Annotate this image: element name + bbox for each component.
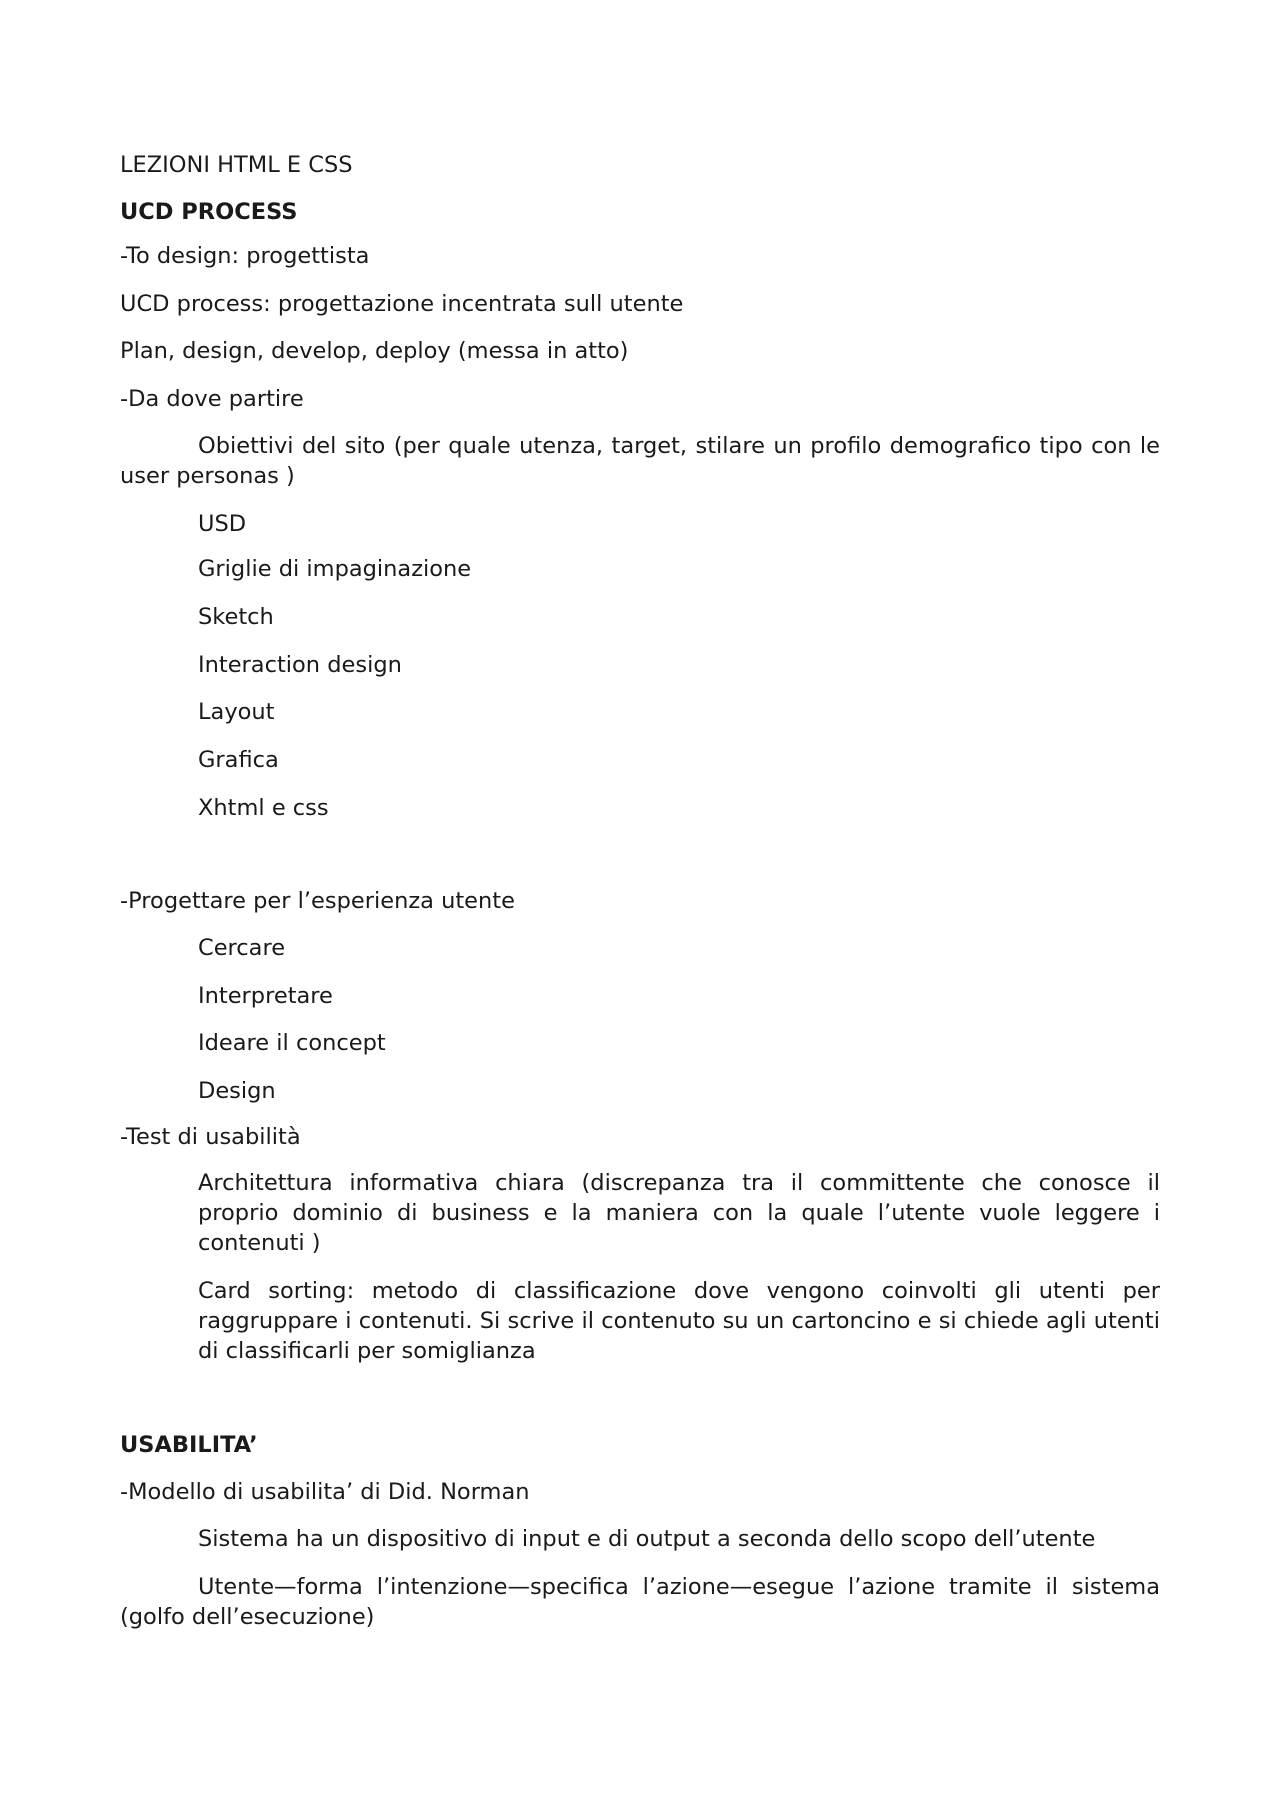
document-title: LEZIONI HTML E CSS [120, 152, 353, 178]
section-heading-usabilita: USABILITA’ [120, 1432, 258, 1458]
list-item: Xhtml e css [198, 795, 329, 821]
paragraph-utente: Utente—forma l’intenzione—specifica l’azione—esegue l’azione tramite il sistema (golfo dell’esecuzione) [120, 1574, 1160, 1630]
text-line: Sistema ha un dispositivo di input e di output a seconda dello scopo dell’utente [198, 1526, 1096, 1552]
list-item: Interaction design [198, 652, 402, 678]
paragraph-obiettivi: Obiettivi del sito (per quale utenza, target, stilare un profilo demografico tipo con le user personas ) [120, 433, 1160, 489]
text-line: -Da dove partire [120, 386, 304, 412]
text-line: -Progettare per l’esperienza utente [120, 888, 515, 914]
list-item: Ideare il concept [198, 1030, 386, 1056]
text-line: UCD process: progettazione incentrata sull utente [120, 291, 684, 317]
list-item: Sketch [198, 604, 274, 630]
list-item: Design [198, 1078, 276, 1104]
list-item: Grafica [198, 747, 279, 773]
section-heading-ucd: UCD PROCESS [120, 199, 298, 225]
text-line: -Modello di usabilita’ di Did. Norman [120, 1479, 530, 1505]
list-item: USD [198, 511, 247, 537]
list-item: Interpretare [198, 983, 333, 1009]
text-line: -To design: progettista [120, 243, 370, 269]
paragraph-card-sorting: Card sorting: metodo di classificazione dove vengono coinvolti gli utenti per raggruppare i contenuti. Si scrive il contenuto su un cartoncino e si chiede agli utenti di classificarli per somiglianza [198, 1278, 1160, 1364]
paragraph-architettura: Architettura informativa chiara (discrepanza tra il committente che conosce il proprio dominio di business e la maniera con la quale l’utente vuole leggere i contenuti ) [198, 1170, 1160, 1256]
list-item: Layout [198, 699, 275, 725]
text-line: -Test di usabilità [120, 1124, 301, 1150]
list-item: Cercare [198, 935, 286, 961]
text-line: Plan, design, develop, deploy (messa in atto) [120, 338, 629, 364]
list-item: Griglie di impaginazione [198, 556, 472, 582]
